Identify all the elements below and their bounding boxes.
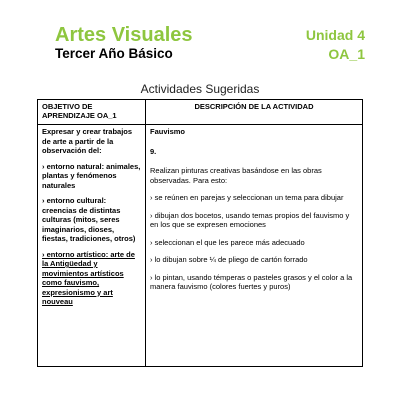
objective-code: OA_1: [328, 46, 365, 62]
activity-cell: [146, 125, 363, 367]
activity-column-header: DESCRIPCIÓN DE LA ACTIVIDAD: [146, 100, 363, 125]
table-row: [38, 125, 363, 367]
objective-column-header: OBJETIVO DE APRENDIZAJE OA_1: [38, 100, 146, 125]
activities-table: [37, 99, 363, 367]
activity-intro: Realizan pinturas creativas basándose en las obras observadas. Para esto:: [150, 166, 322, 185]
page-header: [55, 24, 365, 64]
objective-intro: Expresar y crear trabajos de arte a partir de la observación del:: [42, 127, 133, 155]
activity-step: › lo dibujan sobre ¼ de pliego de cartón forrado: [150, 255, 308, 264]
objective-item-artistic: › entorno artístico: arte de la Antigüedad y movimientos artísticos como fauvismo, expresionismo y art nouveau: [42, 249, 135, 306]
objective-item-natural: › entorno natural: animales, plantas y fenómenos naturales: [42, 161, 141, 190]
activity-number: 9.: [150, 146, 157, 156]
objective-item-cultural: › entorno cultural: creencias de distintas culturas (mitos, seres imaginarios, dioses, fiestas, tradiciones, otros): [42, 196, 136, 243]
document-subtitle: Tercer Año Básico: [55, 46, 173, 61]
document-title: Artes Visuales: [55, 24, 193, 46]
activity-label: Fauvismo: [150, 127, 186, 136]
activity-step: › se reúnen en parejas y seleccionan un tema para dibujar: [150, 193, 344, 202]
table-header-row: [38, 100, 363, 125]
activity-step: › dibujan dos bocetos, usando temas propios del fauvismo y en los que se expresen emociones: [150, 210, 350, 229]
unit-label: Unidad 4: [305, 27, 365, 43]
objective-cell: [38, 125, 146, 367]
activity-step: › lo pintan, usando témperas o pasteles grasos y el color a la manera fauvismo (colores fuertes y puros): [150, 272, 353, 291]
activity-step: › seleccionan el que les parece más adecuado: [150, 237, 305, 247]
section-title: Actividades Sugeridas: [140, 82, 260, 96]
